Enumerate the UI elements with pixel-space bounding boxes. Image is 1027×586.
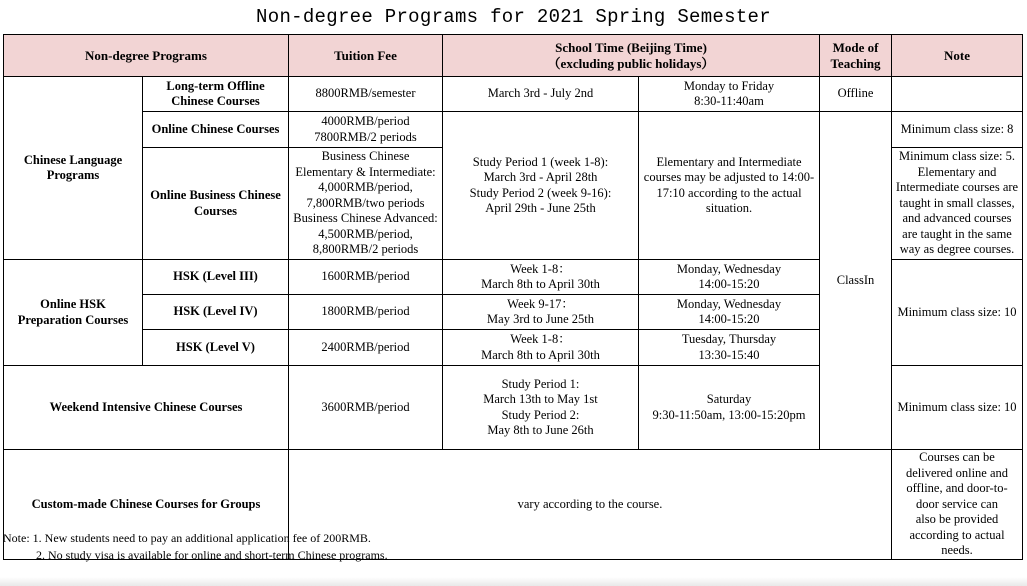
group-online-hsk: Online HSK Preparation Courses (4, 260, 143, 366)
time-longterm: Monday to Friday 8:30-11:40am (639, 77, 820, 112)
table-row (4, 112, 1023, 148)
page-title: Non-degree Programs for 2021 Spring Semester (256, 6, 771, 28)
page-bottom-edge (0, 577, 1027, 586)
course-longterm: Long-term Offline Chinese Courses (143, 77, 289, 112)
header-row (4, 35, 1023, 77)
note-weekend: Minimum class size: 10 (892, 366, 1023, 450)
note-longterm (892, 77, 1023, 112)
dates-weekend: Study Period 1: March 13th to May 1st Study Period 2: May 8th to June 26th (443, 366, 639, 450)
header-programs: Non-degree Programs (4, 35, 289, 77)
course-online: Online Chinese Courses (143, 112, 289, 148)
note-hsk: Minimum class size: 10 (892, 260, 1023, 366)
mode-offline: Offline (820, 77, 892, 112)
footnote-1: Note: 1. New students need to pay an additional application fee of 200RMB. (3, 531, 371, 545)
time-hsk5: Tuesday, Thursday 13:30-15:40 (639, 330, 820, 366)
fee-hsk3: 1600RMB/period (289, 260, 443, 295)
header-note: Note (892, 35, 1023, 77)
fee-hsk5: 2400RMB/period (289, 330, 443, 366)
course-business: Online Business Chinese Courses (143, 148, 289, 260)
note-online: Minimum class size: 8 (892, 112, 1023, 148)
group-chinese-language: Chinese Language Programs (4, 77, 143, 260)
fee-weekend: 3600RMB/period (289, 366, 443, 450)
dates-longterm: March 3rd - July 2nd (443, 77, 639, 112)
note-business: Minimum class size: 5. Elementary and Intermediate courses are taught in small classes, and advanced courses are taught in the same way as degree courses. (892, 148, 1023, 260)
fee-longterm: 8800RMB/semester (289, 77, 443, 112)
time-hsk3: Monday, Wednesday 14:00-15:20 (639, 260, 820, 295)
course-hsk4: HSK (Level IV) (143, 295, 289, 330)
fee-hsk4: 1800RMB/period (289, 295, 443, 330)
footnote-2: 2. No study visa is available for online and short-term Chinese programs. (36, 548, 388, 562)
table-row (4, 77, 1023, 112)
course-custom: Custom-made Chinese Courses for Groups (4, 450, 289, 560)
time-weekend: Saturday 9:30-11:50am, 13:00-15:20pm (639, 366, 820, 450)
fee-business: Business Chinese Elementary & Intermediate: 4,000RMB/period, 7,800RMB/two periods Business Chinese Advanced: 4,500RMB/period, 8,800RMB/2 periods (289, 148, 443, 260)
header-school-time: School Time (Beijing Time) （excluding public holidays） (443, 35, 820, 77)
mode-classin: ClassIn (820, 112, 892, 450)
programs-table (3, 34, 1023, 560)
fee-online: 4000RMB/period 7800RMB/2 periods (289, 112, 443, 148)
course-weekend: Weekend Intensive Chinese Courses (4, 366, 289, 450)
course-hsk3: HSK (Level III) (143, 260, 289, 295)
footnotes (3, 530, 388, 564)
details-custom: vary according to the course. (289, 450, 892, 560)
time-online-shared: Elementary and Intermediate courses may be adjusted to 14:00- 17:10 according to the actual situation. (639, 112, 820, 260)
header-mode: Mode of Teaching (820, 35, 892, 77)
dates-hsk4: Week 9-17： May 3rd to June 25th (443, 295, 639, 330)
dates-online-shared: Study Period 1 (week 1-8): March 3rd - April 28th Study Period 2 (week 9-16): April 29th - June 25th (443, 112, 639, 260)
dates-hsk3: Week 1-8： March 8th to April 30th (443, 260, 639, 295)
header-tuition: Tuition Fee (289, 35, 443, 77)
course-hsk5: HSK (Level V) (143, 330, 289, 366)
time-hsk4: Monday, Wednesday 14:00-15:20 (639, 295, 820, 330)
note-custom: Courses can be delivered online and offline, and door-to-door service can also be provided according to actual needs. (892, 450, 1023, 560)
dates-hsk5: Week 1-8： March 8th to April 30th (443, 330, 639, 366)
